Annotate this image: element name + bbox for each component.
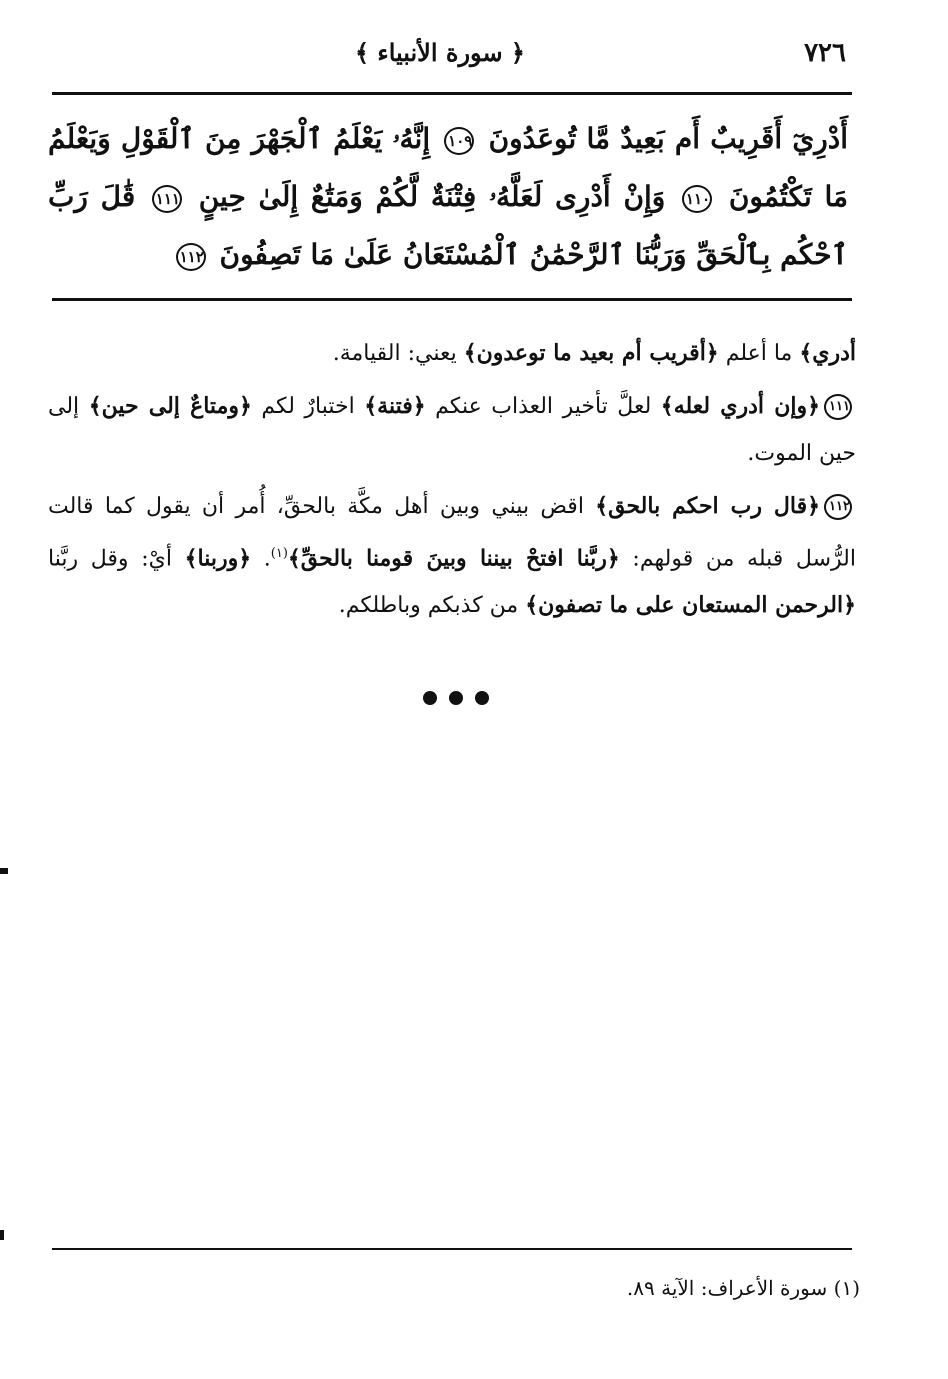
scan-mark xyxy=(0,1230,4,1240)
tafsir-text: اقض بيني وبين أهل مكَّة بالحقِّ، أُمر أن يقول كما قالت الرُّسل قبله من قولهم: xyxy=(48,494,856,572)
tafsir-text: يعني: القيامة. xyxy=(332,341,464,366)
footnote-text: سورة الأعراف: الآية ٨٩. xyxy=(626,1276,828,1300)
verse-text: قَٰلَ رَبِّ ٱحْكُم بِٱلْحَقِّ وَرَبُّنَا ٱلرَّحْمَٰنُ ٱلْمُسْتَعَانُ عَلَىٰ مَا تَصِفُونَ xyxy=(48,180,848,271)
ayah-number-marker: ١١٠ xyxy=(682,185,712,213)
section-end-dots xyxy=(416,678,496,713)
tafsir-term: ﴿ومتاعٌ إلى حين﴾ xyxy=(88,393,252,419)
verse-text: أَدْرِيٓ أَقَرِيبٌ أَم بَعِيدٌ مَّا تُوعَدُونَ xyxy=(488,122,849,155)
tafsir-term: ﴿قال رب احكم بالحق﴾ xyxy=(595,493,820,519)
quran-text-block xyxy=(48,110,848,284)
quran-separator-rule xyxy=(52,298,852,301)
header-rule xyxy=(52,92,852,95)
verse-text: إِنَّهُۥ يَعْلَمُ ٱلْجَهْرَ مِنَ ٱلْقَوْلِ وَيَعْلَمُ مَا تَكْتُمُونَ xyxy=(48,122,849,213)
surah-title: ﴿ سورة الأنبياء ﴾ xyxy=(355,38,525,67)
tafsir-term: ﴿فتنة﴾ xyxy=(364,393,426,419)
dot xyxy=(423,691,437,705)
tafsir-paragraph xyxy=(48,383,856,477)
tafsir-text: أيْ: وقل ربَّنا xyxy=(48,546,185,572)
verse-text: وَإِنْ أَدْرِى لَعَلَّهُۥ فِتْنَةٌ لَّكُمْ وَمَتَٰعٌ إِلَىٰ حِينٍ xyxy=(198,180,666,213)
tafsir-term: ﴿وربنا﴾ xyxy=(184,545,252,572)
footnote-rule xyxy=(52,1248,852,1250)
tafsir-paragraph xyxy=(48,330,856,377)
ayah-number-marker: ١١١ xyxy=(824,394,852,420)
ayah-number-marker: ١١١ xyxy=(152,185,182,213)
tafsir-term: أدري﴾ xyxy=(799,340,856,366)
ayah-number-marker: ١١٢ xyxy=(176,243,206,271)
footnote xyxy=(100,1276,860,1300)
tafsir-text: لعلَّ تأخير العذاب عنكم xyxy=(425,394,661,419)
tafsir-text: إلى حين الموت. xyxy=(48,394,856,466)
ayah-number-marker: ١٠٩ xyxy=(444,127,474,155)
tafsir-block xyxy=(48,330,856,635)
tafsir-text: اختبارٌ لكم xyxy=(251,394,365,419)
tafsir-paragraph xyxy=(48,483,856,629)
footnote-reference: (١) xyxy=(270,546,288,561)
tafsir-text: من كذبكم وباطلكم. xyxy=(338,593,526,619)
tafsir-term: ﴿وإن أدري لعله﴾ xyxy=(660,393,820,419)
scan-mark xyxy=(0,868,8,874)
page-number: ٧٢٦ xyxy=(804,38,846,68)
footnote-number: (١) xyxy=(833,1276,860,1300)
dot xyxy=(475,691,489,705)
dot xyxy=(449,691,463,705)
tafsir-term: ﴿أقريب أم بعيد ما توعدون﴾ xyxy=(463,340,719,366)
ayah-number-marker: ١١٢ xyxy=(824,494,852,520)
tafsir-term: ﴿الرحمن المستعان على ما تصفون﴾ xyxy=(525,592,856,619)
tafsir-quote: ﴿ربَّنا افتحْ بيننا وبينَ قومنا بالحقِّ﴾ xyxy=(287,545,620,572)
tafsir-text: ما أعلم xyxy=(718,341,800,366)
tafsir-text: . xyxy=(251,546,271,572)
